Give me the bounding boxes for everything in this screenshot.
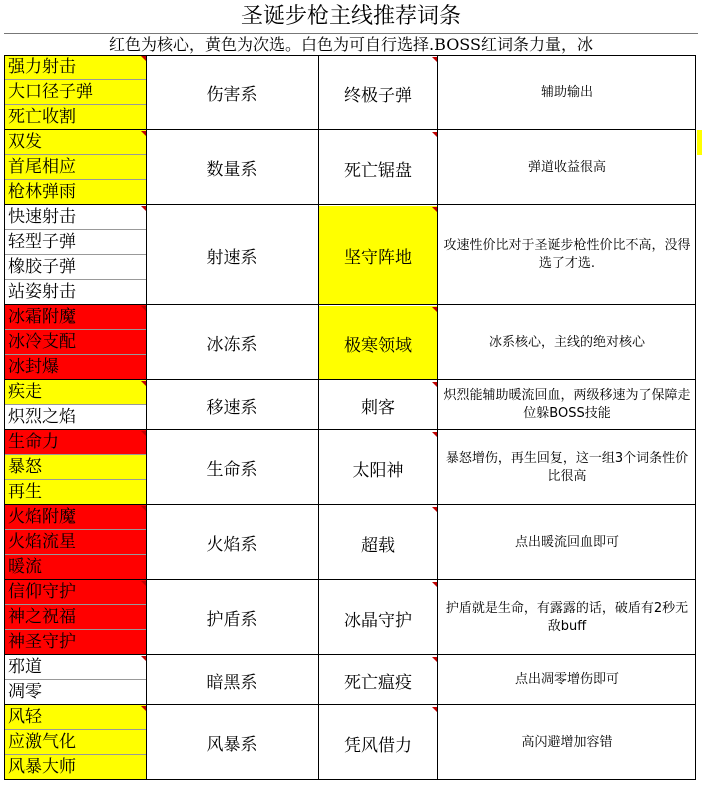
core-affix-cell[interactable]: 坚守阵地: [319, 206, 437, 305]
affix-cell[interactable]: 首尾相应: [5, 155, 146, 180]
category-cell[interactable]: 暗黑系: [206, 672, 258, 693]
column-border: [437, 55, 438, 780]
sheet-title: 圣诞步枪主线推荐词条: [240, 4, 461, 29]
category-cell[interactable]: 移速系: [206, 397, 258, 418]
note-cell[interactable]: 攻速性价比对于圣诞步枪性价比不高，没得选了才选.: [443, 238, 691, 271]
affix-cell[interactable]: 火焰流星: [5, 530, 146, 555]
table-top-border: [4, 55, 696, 56]
note-cell[interactable]: 点出凋零增伤即可: [514, 672, 619, 687]
affix-cell[interactable]: 橡胶子弹: [5, 255, 146, 280]
affix-cell[interactable]: 再生: [5, 480, 146, 505]
affix-cell[interactable]: 双发: [5, 130, 146, 155]
note-cell[interactable]: 冰系核心，主线的绝对核心: [488, 334, 645, 350]
affix-cell[interactable]: 站姿射击: [5, 280, 146, 305]
core-affix-cell[interactable]: 死亡锯盘: [344, 160, 412, 181]
category-cell[interactable]: 冰冻系: [206, 335, 258, 355]
group-divider: [4, 704, 696, 705]
core-affix-cell[interactable]: 冰晶守护: [344, 610, 412, 631]
affix-cell[interactable]: 信仰守护: [5, 580, 146, 605]
affix-cell[interactable]: 死亡收割: [5, 105, 146, 130]
category-cell[interactable]: 伤害系: [206, 85, 258, 105]
column-border: [318, 55, 319, 780]
category-cell[interactable]: 风暴系: [206, 735, 258, 755]
group-divider: [4, 654, 696, 655]
affix-cell[interactable]: 凋零: [5, 680, 146, 705]
note-cell[interactable]: 辅助输出: [540, 84, 593, 100]
affix-cell[interactable]: 暴怒: [5, 455, 146, 480]
affix-cell[interactable]: 生命力: [5, 430, 146, 455]
affix-cell[interactable]: 暖流: [5, 555, 146, 580]
affix-cell[interactable]: 风轻: [5, 705, 146, 730]
group-divider: [4, 504, 696, 505]
affix-cell[interactable]: 风暴大师: [5, 755, 146, 780]
note-cell[interactable]: 弹道收益很高: [527, 159, 606, 175]
category-cell[interactable]: 生命系: [206, 460, 258, 480]
selected-cell-marker: [697, 130, 702, 155]
note-cell[interactable]: 炽烈能辅助暖流回血，两级移速为了保障走位躲BOSS技能: [443, 388, 691, 421]
category-cell[interactable]: 火焰系: [206, 535, 258, 555]
affix-cell[interactable]: 疾走: [5, 380, 146, 405]
category-cell[interactable]: 射速系: [206, 247, 258, 268]
affix-cell[interactable]: 枪林弹雨: [5, 180, 146, 205]
group-divider: [4, 379, 696, 380]
group-divider: [4, 579, 696, 580]
category-cell[interactable]: 护盾系: [206, 610, 258, 630]
affix-cell[interactable]: 强力射击: [5, 55, 146, 80]
affix-cell[interactable]: 炽烈之焰: [5, 405, 146, 430]
note-cell[interactable]: 暴怒增伤，再生回复，这一组3个词条性价比很高: [445, 450, 689, 484]
affix-cell[interactable]: 冰冷支配: [5, 330, 146, 355]
affix-cell[interactable]: 应激气化: [5, 730, 146, 755]
table-bottom-border: [4, 779, 696, 780]
legend-note: 红色为核心，黄色为次选。白色为可自行选择.BOSS红词条力量，冰: [4, 33, 698, 56]
core-affix-cell[interactable]: 凭风借力: [344, 735, 412, 756]
note-cell[interactable]: 高闪避增加容错: [521, 734, 613, 750]
affix-cell[interactable]: 火焰附魔: [5, 505, 146, 530]
group-divider: [4, 129, 696, 130]
note-cell[interactable]: 点出暖流回血即可: [514, 534, 619, 550]
affix-cell[interactable]: 神圣守护: [5, 630, 146, 655]
group-divider: [4, 204, 696, 205]
affix-cell[interactable]: 冰霜附魔: [5, 305, 146, 330]
core-affix-cell[interactable]: 超载: [361, 535, 395, 556]
column-border: [4, 55, 5, 780]
affix-cell[interactable]: 神之祝福: [5, 605, 146, 630]
column-border: [695, 55, 696, 780]
category-cell[interactable]: 数量系: [206, 160, 258, 180]
note-cell[interactable]: 护盾就是生命，有露露的话，破盾有2秒无敌buff: [445, 600, 689, 634]
core-affix-cell[interactable]: 死亡瘟疫: [344, 673, 412, 693]
group-divider: [4, 429, 696, 430]
column-border: [146, 55, 147, 780]
group-divider: [4, 304, 696, 305]
core-affix-cell[interactable]: 终极子弹: [344, 85, 412, 106]
affix-cell[interactable]: 邪道: [5, 655, 146, 680]
core-affix-cell[interactable]: 极寒领域: [319, 306, 437, 380]
affix-cell[interactable]: 快速射击: [5, 205, 146, 230]
affix-cell[interactable]: 冰封爆: [5, 355, 146, 380]
affix-cell[interactable]: 大口径子弹: [5, 80, 146, 105]
core-affix-cell[interactable]: 太阳神: [352, 460, 404, 481]
core-affix-cell[interactable]: 刺客: [361, 398, 395, 418]
affix-cell[interactable]: 轻型子弹: [5, 230, 146, 255]
